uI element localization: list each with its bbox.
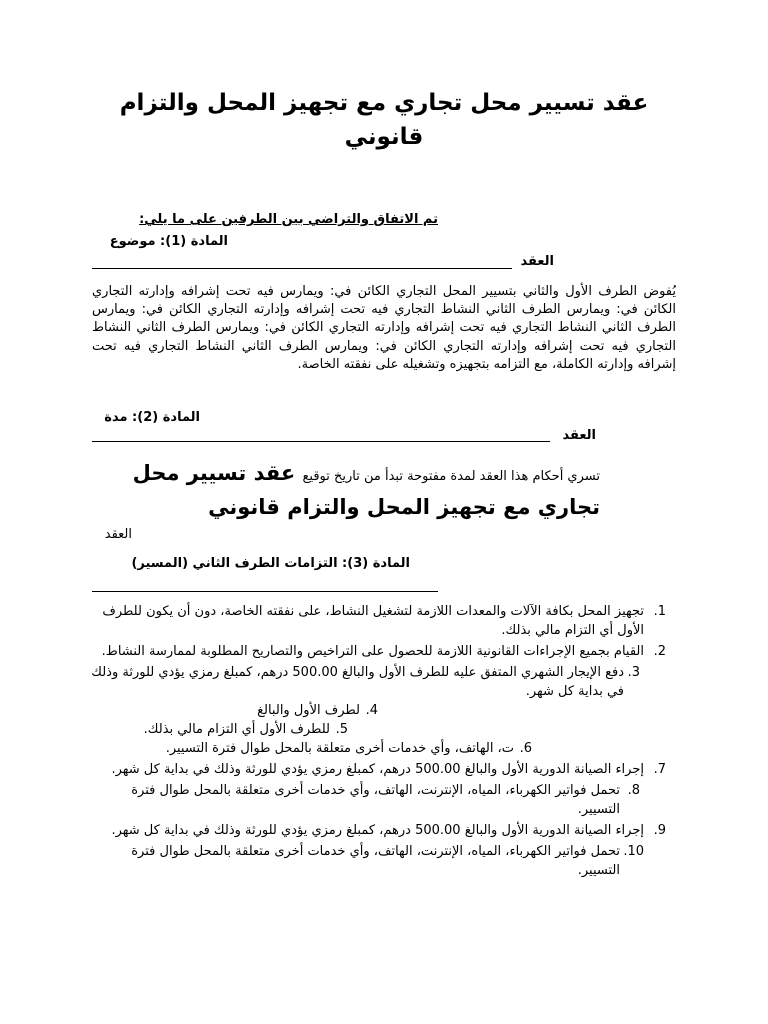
list-item bbox=[90, 663, 680, 701]
article3-heading: المادة (3): التزامات الطرف الثاني (المسير) bbox=[131, 556, 410, 571]
article2-heading: المادة (2): مدة bbox=[104, 410, 200, 425]
list-item-number: 10. bbox=[623, 844, 644, 859]
article2-tail: العقد bbox=[104, 527, 132, 542]
list-item-text: تحمل فواتير الكهرباء، المياه، الإنترنت، الهاتف، وأي خدمات أخرى متعلقة بالمحل طوال فترة التسيير. bbox=[131, 783, 620, 817]
document-title: عقد تسيير محل تجاري مع تجهيز المحل والتزام قانوني bbox=[119, 90, 649, 150]
list-item bbox=[90, 602, 680, 640]
list-item bbox=[90, 642, 680, 661]
list-item-text: إجراء الصيانة الدورية الأول والبالغ 500.00 درهم، كمبلغ رمزي يؤدي للورثة وذلك في بداية كل شهر. bbox=[111, 762, 644, 777]
intro-line: تم الاتفاق والتراضي بين الطرفين على ما يلي: bbox=[139, 212, 438, 227]
list-item-text: تحمل فواتير الكهرباء، المياه، الإنترنت، الهاتف، وأي خدمات أخرى متعلقة بالمحل طوال فترة التسيير. bbox=[131, 844, 620, 878]
list-item-number: 4. bbox=[365, 703, 378, 718]
list-item-number: 8. bbox=[627, 783, 640, 798]
list-item-number: 7. bbox=[653, 762, 666, 777]
article2-rule bbox=[92, 441, 550, 442]
list-item bbox=[90, 720, 680, 739]
list-item bbox=[90, 842, 680, 880]
list-item-number: 1. bbox=[653, 604, 666, 619]
list-item-text: تجهيز المحل بكافة الآلات والمعدات اللازمة لتشغيل النشاط، على نفقته الخاصة، دون أن يكون للطرف الأول أي التزام مالي بذلك. bbox=[102, 604, 644, 638]
list-item-number: 9. bbox=[653, 823, 666, 838]
list-item-text: ت، الهاتف، وأي خدمات أخرى متعلقة بالمحل طوال فترة التسيير. bbox=[165, 741, 514, 756]
article1-heading: المادة (1): موضوع bbox=[109, 234, 228, 249]
list-item-text: دفع الإيجار الشهري المتفق عليه للطرف الأول والبالغ 500.00 درهم، كمبلغ رمزي يؤدي للورثة وذلك في بداية كل شهر. bbox=[91, 665, 624, 699]
list-item-text: للطرف الأول أي التزام مالي بذلك. bbox=[143, 722, 330, 737]
list-item-text: لطرف الأول والبالغ bbox=[257, 703, 360, 718]
article1-heading-cont: العقد bbox=[520, 254, 554, 269]
list-item bbox=[90, 701, 680, 720]
list-item-text: القيام بجميع الإجراءات القانونية اللازمة للحصول على التراخيص والتصاريح المطلوبة لممارسة النشاط. bbox=[101, 644, 644, 659]
article3-rule bbox=[92, 591, 438, 592]
article2-body-small: تسري أحكام هذا العقد لمدة مفتوحة تبدأ من تاريخ توقيع bbox=[302, 469, 600, 484]
list-item bbox=[90, 781, 680, 819]
list-item-number: 2. bbox=[653, 644, 666, 659]
article2-heading-cont: العقد bbox=[562, 428, 596, 443]
list-item-number: 6. bbox=[519, 741, 532, 756]
article3-list bbox=[90, 602, 680, 880]
article1-rule bbox=[92, 268, 512, 269]
list-item-number: 3. bbox=[627, 665, 640, 680]
list-item-number: 5. bbox=[335, 722, 348, 737]
list-item-text: إجراء الصيانة الدورية الأول والبالغ 500.00 درهم، كمبلغ رمزي يؤدي للورثة وذلك في بداية كل شهر. bbox=[111, 823, 644, 838]
list-item bbox=[90, 821, 680, 840]
article2-body bbox=[110, 458, 600, 522]
list-item bbox=[90, 760, 680, 779]
article2-body-large: عقد تسيير محل تجاري مع تجهيز المحل والتزام قانوني bbox=[132, 461, 600, 519]
article1-body: يُفوض الطرف الأول والثاني بتسيير المحل التجاري الكائن في: ويمارس فيه تحت إشرافه وإدارته التجاري الكائن في: ويمارس الطرف الثاني النشاط التجاري فيه تحت إشرافه وإدارته التجاري الكائن في: ويمارس الطرف الثاني النشاط التجاري فيه تحت إشرافه وإدارته التجاري الكائن في: ويمارس الطرف الثاني النشاط التجاري فيه تحت إشرافه وإدارته التجاري الكائن في: ويمارس الطرف الثاني النشاط التجاري فيه تحت إشرافه وإدارته الكاملة، مع التزامه بتجهيزه وتشغيله على نفقته الخاصة. bbox=[92, 284, 676, 372]
list-item bbox=[90, 739, 680, 758]
